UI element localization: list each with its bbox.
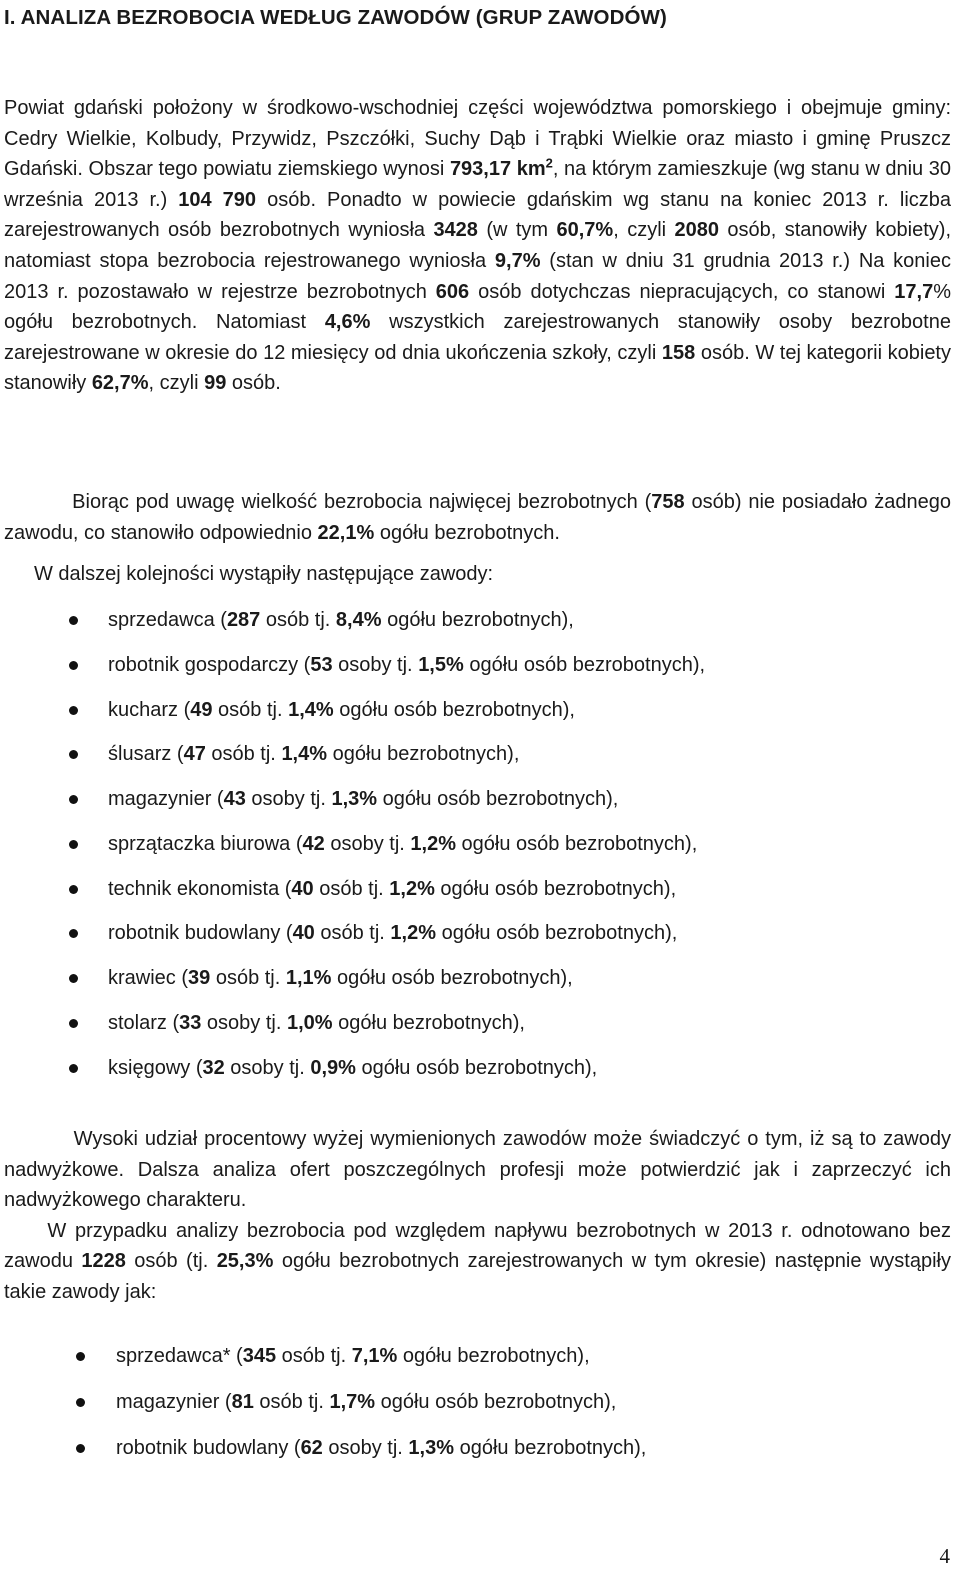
- bullet-icon: [76, 1352, 85, 1361]
- text-span: ogółu osób bezrobotnych),: [375, 1391, 617, 1413]
- profession-name: magazynier (: [108, 788, 224, 810]
- text-span: ogółu osób bezrobotnych),: [331, 967, 573, 989]
- population-value: 104 790: [178, 188, 257, 211]
- profession-count: 33: [179, 1011, 202, 1034]
- inflow-count: 1228: [81, 1250, 126, 1273]
- profession-name: robotnik budowlany (: [108, 922, 293, 945]
- text-span: osób.: [256, 188, 317, 211]
- profession-percentage: 1,1%: [285, 967, 332, 989]
- bullet-icon: [69, 661, 78, 670]
- text-span: osoby tj.: [201, 1011, 287, 1034]
- text-span: osób tj.: [212, 698, 289, 721]
- profession-name: krawiec (: [108, 967, 189, 989]
- text-span: osoby tj.: [332, 653, 419, 676]
- list-item: [108, 1052, 705, 1097]
- graduates-women-percentage: 62,7%: [91, 372, 149, 395]
- indent: [4, 491, 72, 513]
- text-span: ogółu osób bezrobotnych),: [434, 877, 677, 900]
- bullet-icon: [69, 795, 78, 804]
- text-span: wszystkich zarejestrowanych stanowiły osoby bezrobotne zarejestrowane w okresie do 12 miesięcy od dnia ukończenia szkoły, czyli: [4, 311, 951, 364]
- list-item: [116, 1432, 646, 1478]
- text-span: (w tym: [477, 219, 557, 242]
- bullet-icon: [69, 840, 78, 849]
- no-profession-count: 758: [651, 491, 685, 513]
- text-span: (stan w dniu 31 grudnia 2013 r.) Na koniec 2013 r. pozostawało w rejestrze bezrobotnych: [4, 249, 951, 303]
- profession-name: robotnik budowlany (: [116, 1437, 301, 1459]
- profession-percentage: 7,1%: [351, 1345, 398, 1367]
- profession-name: ślusarz (: [108, 743, 184, 766]
- text-span: osób. W tej kategorii kobiety stanowiły: [4, 341, 951, 395]
- profession-name: stolarz (: [108, 1011, 180, 1034]
- list-item: [108, 828, 705, 873]
- text-span: ogółu bezrobotnych),: [327, 743, 520, 766]
- text-span: osób tj.: [276, 1345, 352, 1367]
- text-span: osoby tj.: [224, 1056, 311, 1079]
- text-span: osoby tj.: [245, 788, 332, 810]
- text-span: Powiat gdański położony w środkowo-wschodniej części województwa pomorskiego i obejmuje gminy: Cedry Wielkie, Kolbudy, Przywidz, Pszczółki, Suchy Dąb i Trąbki Wielkie oraz miasto i gminę Pruszcz Gdański. Obszar tego powiatu ziemskiego wynosi: [4, 97, 951, 181]
- profession-percentage: 1,3%: [331, 788, 378, 810]
- text-span: osób tj.: [260, 609, 336, 631]
- profession-count: 53: [310, 653, 333, 676]
- bullet-icon: [76, 1398, 85, 1407]
- text-span: ogółu bezrobotnych),: [397, 1345, 590, 1367]
- bullet-icon: [69, 706, 78, 715]
- graduates-percentage: 4,6%: [324, 311, 371, 334]
- text-span: ogółu bezrobotnych),: [332, 1011, 525, 1034]
- section-heading: I. ANALIZA BEZROBOCIA WEDŁUG ZAWODÓW (GRUP ZAWODÓW): [4, 6, 667, 29]
- intro-paragraph: [4, 93, 951, 399]
- text-span: , czyli: [148, 372, 205, 395]
- text-span: osoby tj.: [322, 1437, 409, 1459]
- inflow-percentage: 25,3%: [216, 1250, 274, 1273]
- profession-percentage: 1,3%: [408, 1437, 455, 1459]
- profession-name: kucharz (: [108, 698, 191, 721]
- list-item: [108, 873, 705, 918]
- text-span: W przypadku analizy bezrobocia pod względem napływu bezrobotnych w 2013 r. odnotowano bez zawodu: [4, 1219, 951, 1273]
- profession-percentage: 0,9%: [310, 1056, 356, 1079]
- text-span: osób tj.: [313, 877, 390, 900]
- graduates-women-count: 99: [204, 372, 227, 395]
- profession-count: 287: [226, 609, 261, 631]
- bullet-icon: [69, 885, 78, 894]
- profession-name: technik ekonomista (: [108, 877, 292, 900]
- never-worked-count: 606: [435, 280, 470, 303]
- profession-count: 39: [188, 967, 211, 989]
- indent: [4, 1220, 47, 1242]
- text-span: osób tj.: [253, 1391, 330, 1413]
- text-span: osób tj.: [314, 922, 391, 945]
- profession-percentage: 1,2%: [410, 832, 456, 855]
- list-item: [108, 783, 705, 828]
- women-count: 2080: [674, 219, 719, 242]
- text-span: osób.: [226, 372, 281, 395]
- bullet-icon: [69, 1019, 78, 1028]
- text-span: ogółu bezrobotnych),: [381, 609, 574, 631]
- profession-percentage: 1,5%: [418, 653, 464, 676]
- profession-percentage: 1,4%: [281, 743, 328, 766]
- profession-percentage: 1,4%: [288, 698, 334, 721]
- text-span: Biorąc pod uwagę wielkość bezrobocia najwięcej bezrobotnych (: [72, 491, 652, 513]
- indent: [4, 1128, 74, 1150]
- no-profession-percentage: 22,1%: [317, 522, 375, 544]
- profession-count: 42: [302, 832, 325, 855]
- text-span: osób tj.: [210, 967, 286, 989]
- list-item: [108, 917, 705, 962]
- list-item: [108, 694, 705, 739]
- area-superscript: 2: [545, 155, 553, 171]
- list-item: [108, 649, 705, 694]
- bullet-icon: [69, 616, 78, 625]
- profession-count: 81: [231, 1391, 254, 1413]
- bullet-icon: [69, 974, 78, 983]
- text-span: ogółu osób bezrobotnych),: [377, 788, 619, 810]
- profession-count: 40: [291, 877, 314, 900]
- unemployed-total: 3428: [433, 219, 478, 242]
- profession-count: 345: [242, 1345, 277, 1367]
- bullet-icon: [69, 1064, 78, 1073]
- profession-count: 62: [300, 1437, 323, 1459]
- list-intro: W dalszej kolejności wystąpiły następujące zawody:: [34, 563, 494, 585]
- no-profession-paragraph: [4, 487, 951, 549]
- bullet-icon: [69, 929, 78, 938]
- list-item: [108, 604, 705, 649]
- list-item: [108, 738, 705, 783]
- text-span: ogółu bezrobotnych zarejestrowanych w tym okresie) następnie wystąpiły takie zawody jak:: [4, 1250, 951, 1303]
- profession-name: sprzedawca* (: [116, 1345, 243, 1367]
- text-span: Ponadto w powiecie gdańskim wg stanu na koniec 2013 r. liczba zarejestrowanych osób bezrobotnych wyniosła: [4, 188, 952, 242]
- profession-percentage: 1,0%: [286, 1011, 333, 1034]
- text-span: ogółu osób bezrobotnych),: [355, 1056, 598, 1079]
- text-span: ogółu osób bezrobotnych),: [333, 698, 575, 721]
- list-item: [108, 1007, 705, 1052]
- text-span: osób (tj.: [125, 1250, 217, 1273]
- profession-percentage: 1,7%: [329, 1391, 376, 1413]
- list-item: [116, 1340, 646, 1386]
- bullet-icon: [76, 1444, 85, 1453]
- profession-name: magazynier (: [116, 1391, 232, 1413]
- analysis-paragraph: [4, 1124, 951, 1308]
- text-span: osób, stanowiły kobiety), natomiast stopa bezrobocia rejestrowanego wyniosła: [4, 219, 952, 272]
- list-item: [108, 962, 705, 1007]
- text-span: ogółu osób bezrobotnych),: [455, 832, 698, 855]
- graduates-count: 158: [661, 341, 696, 364]
- text-span: osób) nie posiadało żadnego zawodu, co stanowiło odpowiednio: [4, 491, 951, 544]
- profession-count: 40: [292, 922, 315, 945]
- inflow-profession-list: [116, 1340, 646, 1478]
- bullet-icon: [69, 750, 78, 759]
- list-item: [116, 1386, 646, 1432]
- area-value: 793,17 $km^2$: [449, 155, 553, 181]
- profession-count: 49: [190, 698, 213, 721]
- text-span: Wysoki udział procentowy wyżej wymienionych zawodów może świadczyć o tym, iż są to zawody nadwyżkowe. Dalsza analiza ofert poszczególnych profesji może potwierdzić jak i zaprzeczyć ich nadwyżkowego charakteru.: [4, 1128, 951, 1212]
- never-worked-percentage: 17,7: [894, 280, 934, 303]
- women-percentage: 60,7%: [556, 219, 614, 242]
- page-number: 4: [939, 1544, 950, 1568]
- profession-name: sprzedawca (: [108, 609, 227, 631]
- profession-percentage: 8,4%: [335, 609, 382, 631]
- text-span: , czyli: [613, 219, 675, 242]
- profession-list: [108, 604, 705, 1096]
- profession-name: księgowy (: [108, 1056, 203, 1079]
- profession-count: 47: [183, 743, 206, 766]
- profession-count: 32: [202, 1056, 225, 1079]
- text-span: osoby tj.: [324, 832, 411, 855]
- text-span: ogółu bezrobotnych),: [454, 1437, 647, 1459]
- text-span: osób tj.: [205, 743, 282, 766]
- profession-percentage: 1,2%: [390, 922, 437, 945]
- profession-name: robotnik gospodarczy (: [108, 653, 311, 676]
- text-span: osób dotychczas niepracujących, co stanowi: [469, 280, 895, 303]
- text-span: ogółu osób bezrobotnych),: [463, 653, 706, 676]
- profession-name: sprzątaczka biurowa (: [108, 832, 303, 855]
- profession-count: 43: [223, 788, 246, 810]
- text-span: , na którym zamieszkuje (wg stanu w dniu 30 września 2013 r.): [4, 158, 952, 211]
- unemployment-rate: 9,7%: [494, 249, 541, 272]
- profession-percentage: 1,2%: [389, 877, 435, 900]
- text-span: ogółu bezrobotnych.: [374, 522, 560, 544]
- text-span: % ogółu bezrobotnych. Natomiast: [4, 280, 951, 334]
- text-span: ogółu osób bezrobotnych),: [436, 922, 678, 945]
